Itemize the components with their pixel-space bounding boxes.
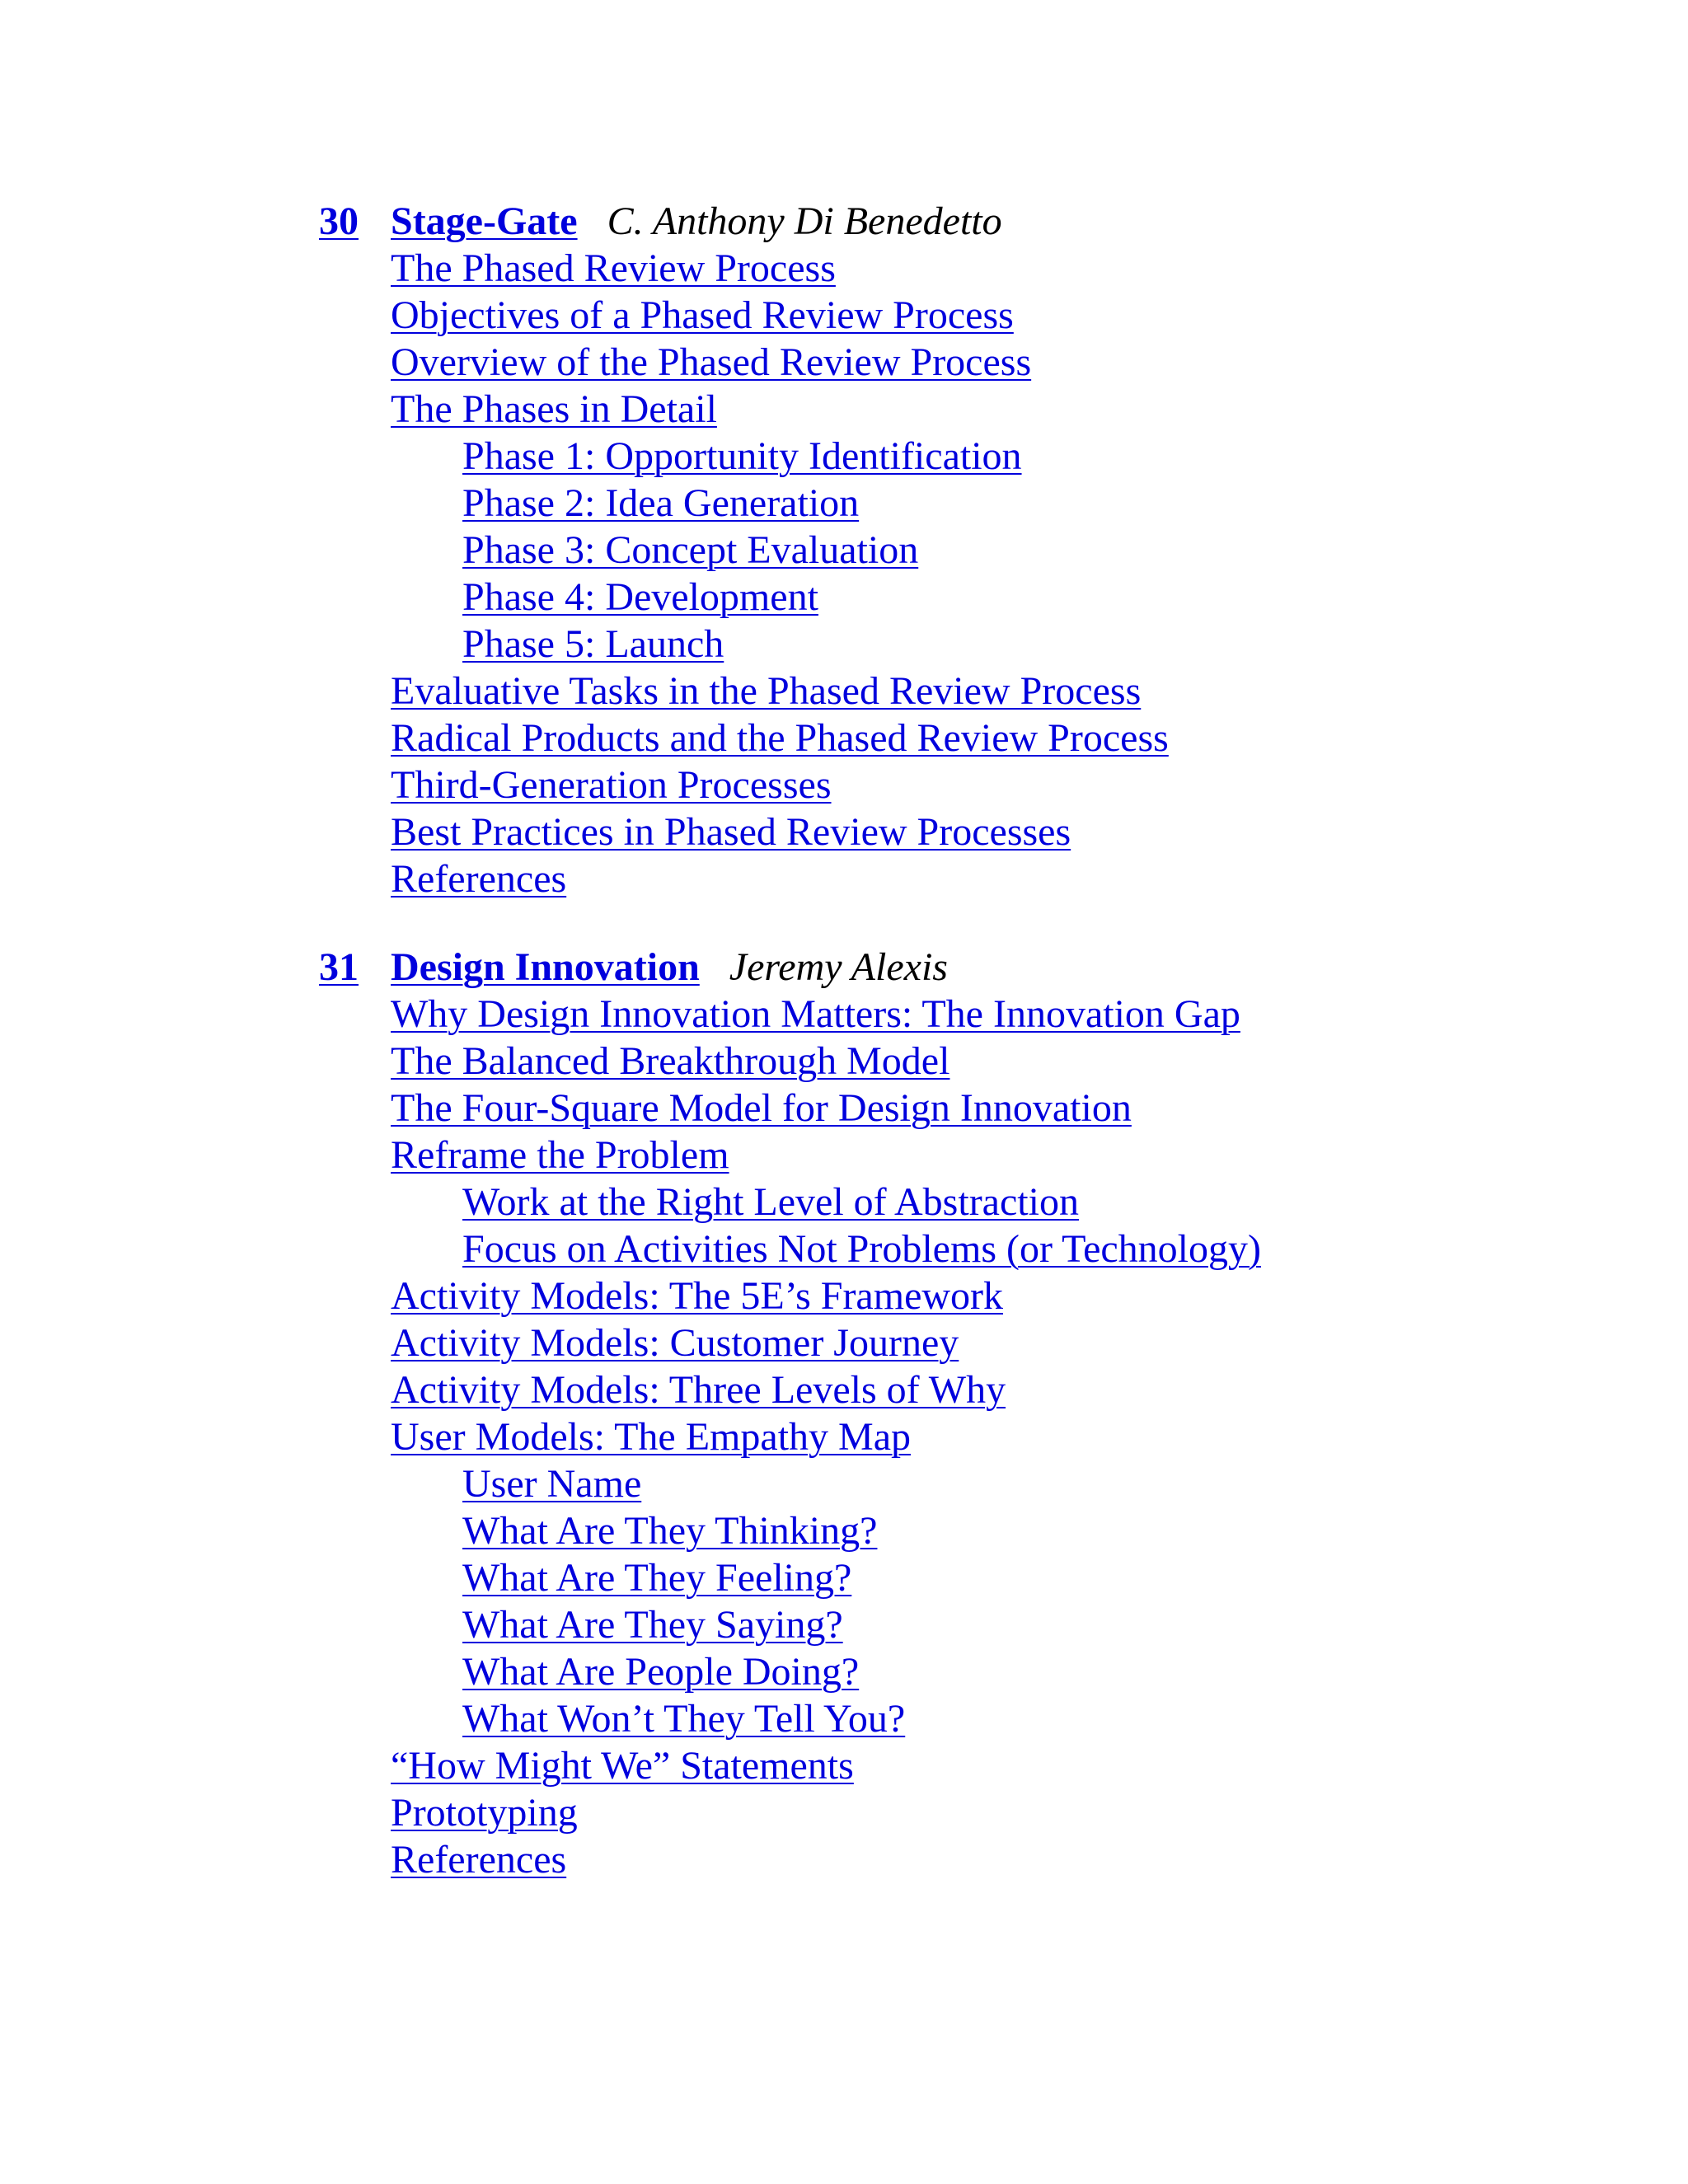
chapter-number-link[interactable]: 30 (319, 199, 359, 243)
toc-entry-link[interactable]: Overview of the Phased Review Process (391, 340, 1032, 384)
chapter-title-link[interactable]: Design Innovation (391, 945, 700, 989)
toc-entry-link[interactable]: References (391, 1838, 567, 1882)
toc-subentry-link[interactable]: What Are People Doing? (462, 1650, 860, 1694)
toc-entry-link[interactable]: The Phases in Detail (391, 387, 717, 431)
toc-subentry-link[interactable]: Work at the Right Level of Abstraction (462, 1180, 1079, 1224)
toc-entry-link[interactable]: Evaluative Tasks in the Phased Review Process (391, 669, 1142, 713)
chapter-author: C. Anthony Di Benedetto (607, 199, 1002, 243)
toc-entry-link[interactable]: The Phased Review Process (391, 246, 836, 290)
toc-subentry-link[interactable]: User Name (462, 1462, 642, 1506)
toc-entry-link[interactable]: “How Might We” Statements (391, 1744, 854, 1788)
toc-subentry-link[interactable]: What Are They Thinking? (462, 1509, 878, 1553)
toc-subentry-link[interactable]: What Won’t They Tell You? (462, 1697, 906, 1741)
toc-entry-link[interactable]: Activity Models: Customer Journey (391, 1321, 959, 1365)
toc-entry-link[interactable]: References (391, 857, 567, 901)
toc-subentry-link[interactable]: Phase 1: Opportunity Identification (462, 434, 1022, 478)
chapter-number-link[interactable]: 31 (319, 945, 359, 989)
toc-entry-link[interactable]: Radical Products and the Phased Review Process (391, 716, 1169, 760)
toc-entry-link[interactable]: The Four-Square Model for Design Innovation (391, 1086, 1132, 1130)
chapter-heading (319, 944, 1688, 991)
chapter-author: Jeremy Alexis (729, 945, 948, 989)
toc-entry-link[interactable]: Activity Models: The 5E’s Framework (391, 1274, 1004, 1318)
toc-entry-link[interactable]: User Models: The Empathy Map (391, 1415, 912, 1459)
toc-subentry-link[interactable]: Phase 3: Concept Evaluation (462, 528, 919, 572)
toc-entry-link[interactable]: Objectives of a Phased Review Process (391, 293, 1014, 337)
chapter-title-link[interactable]: Stage-Gate (391, 199, 578, 243)
toc-entry-link[interactable]: The Balanced Breakthrough Model (391, 1039, 950, 1083)
toc-entry-link[interactable]: Activity Models: Three Levels of Why (391, 1368, 1006, 1412)
toc-subentry-link[interactable]: What Are They Saying? (462, 1603, 843, 1647)
toc-entry-link[interactable]: Third-Generation Processes (391, 763, 832, 807)
chapter-30-section (0, 198, 1688, 902)
toc-subentry-link[interactable]: Focus on Activities Not Problems (or Technology) (462, 1227, 1261, 1271)
toc-entry-link[interactable]: Reframe the Problem (391, 1133, 729, 1177)
toc-entry-link[interactable]: Why Design Innovation Matters: The Innovation Gap (391, 992, 1240, 1036)
toc-subentry-link[interactable]: Phase 2: Idea Generation (462, 481, 860, 525)
chapter-31-section (0, 944, 1688, 1883)
toc-subentry-link[interactable]: Phase 4: Development (462, 575, 818, 619)
chapter-heading (319, 198, 1688, 245)
toc-entry-link[interactable]: Prototyping (391, 1791, 578, 1835)
toc-subentry-link[interactable]: Phase 5: Launch (462, 622, 724, 666)
toc-subentry-link[interactable]: What Are They Feeling? (462, 1556, 852, 1600)
toc-entry-link[interactable]: Best Practices in Phased Review Processes (391, 810, 1071, 854)
